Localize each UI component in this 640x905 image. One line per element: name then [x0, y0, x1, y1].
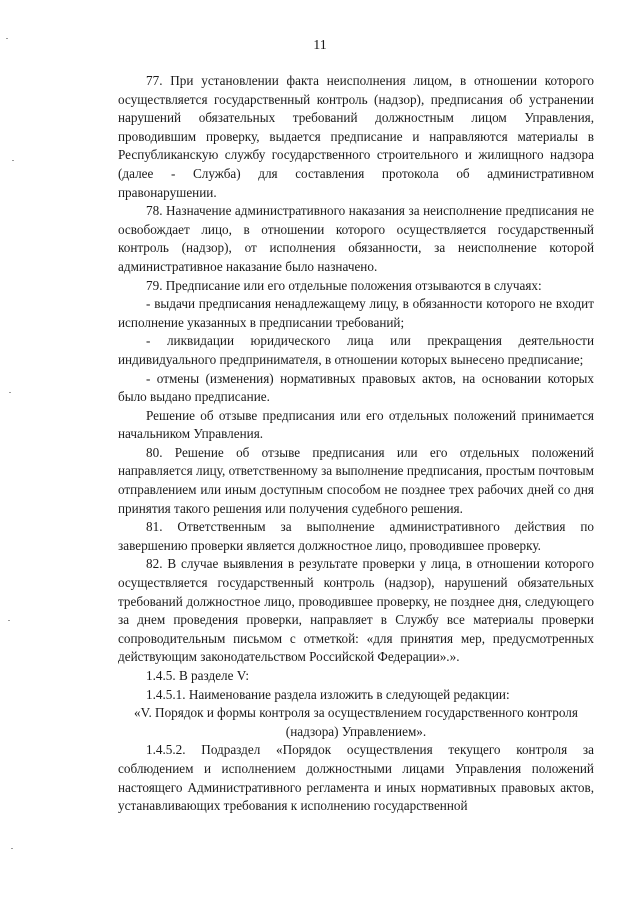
document-body — [118, 72, 594, 816]
scan-speck — [11, 848, 13, 849]
paragraph-81: 81. Ответственным за выполнение административного действия по завершению проверки является должностное лицо, проводившее проверку. — [118, 519, 594, 553]
scan-speck — [9, 392, 11, 393]
paragraph-1-4-5-2: 1.4.5.2. Подраздел «Порядок осуществления текущего контроля за соблюдением и исполнением должностными лицами Управления положений настоящего Административного регламента и иных нормативных правовых актов, устанавливающих требования к исполнению государственной — [118, 742, 594, 814]
paragraph-78: 78. Назначение административного наказания за неисполнение предписания не освобождает лицо, в отношении которого осуществляется государственный контроль (надзор), от исполнения обязанности, за неисполнение которой административное наказание было назначено. — [118, 203, 594, 274]
scan-speck — [6, 38, 8, 39]
scan-speck — [8, 620, 10, 621]
paragraph-withdrawal-decision: Решение об отзыве предписания или его отдельных положений принимается начальником Управления. — [118, 407, 594, 442]
scan-speck — [12, 160, 14, 161]
list-item-liquidation: - ликвидации юридического лица или прекращения деятельности индивидуального предпринимателя, в отношении которых вынесено предписание; — [118, 333, 594, 367]
list-item-acts-cancelled: - отмены (изменения) нормативных правовых актов, на основании которых было выдано предписание. — [118, 370, 594, 405]
paragraph-1-4-5-1: 1.4.5.1. Наименование раздела изложить в следующей редакции: — [146, 686, 510, 702]
paragraph-1-4-5: 1.4.5. В разделе V: — [146, 668, 249, 683]
paragraph-79: 79. Предписание или его отдельные положения отзываются в случаях: — [146, 277, 542, 293]
paragraph-82: 82. В случае выявления в результате проверки у лица, в отношении которого осуществляется государственный контроль (надзор), нарушений обязательных требований должностное лицо, проводившее проверку, не позднее дня, следующего за днем проведения проверки, направляет в Службу все материалы проверки сопроводительным письмом с отметкой: «для принятия мер, предусмотренных действующим законодательством Российской Федерации».». — [118, 556, 594, 665]
list-item-improper-person: - выдачи предписания ненадлежащему лицу, в обязанности которого не входит исполнение указанных в предписании требований; — [118, 296, 594, 330]
section-title-quote: «V. Порядок и формы контроля за осуществлением государственного контроля (надзора) Управлением». — [134, 705, 578, 739]
page-number: 11 — [313, 38, 327, 53]
paragraph-77: 77. При установлении факта неисполнения лицом, в отношении которого осуществляется государственный контроль (надзор), предписания об устранении нарушений обязательных требований должностным лицом Управления, проводившим проверку, выдается предписание и направляются материалы в Республиканскую службу государственного строительного и жилищного надзора (далее - Служба) для составления протокола об административном правонарушении. — [118, 73, 594, 200]
paragraph-80: 80. Решение об отзыве предписания или его отдельных положений направляется лицу, ответственному за выполнение предписания, простым почтовым отправлением или иным доступным способом не позднее трех рабочих дней со дня принятия такого решения или получения судебного решения. — [118, 444, 594, 516]
